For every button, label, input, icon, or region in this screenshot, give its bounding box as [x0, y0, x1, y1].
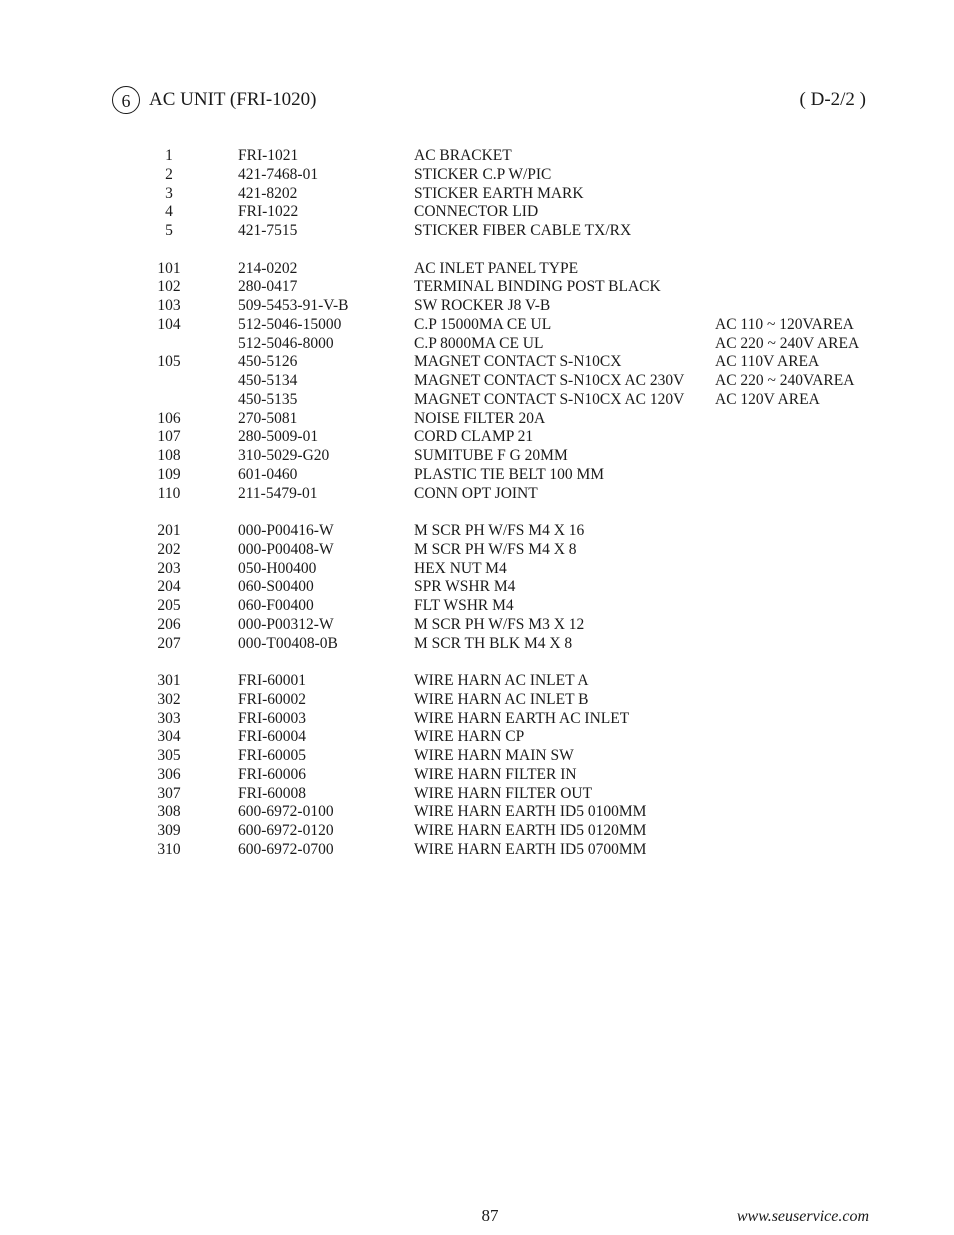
part-description: CONNECTOR LID	[414, 203, 539, 221]
part-description: M SCR PH W/FS M3 X 12	[414, 615, 585, 633]
item-number: 310	[157, 840, 181, 858]
page-reference: ( D-2/2 )	[799, 89, 866, 110]
parts-row	[0, 353, 954, 372]
part-number: FRI-1021	[238, 147, 299, 164]
parts-row	[0, 260, 954, 279]
item-number: 206	[157, 615, 181, 633]
parts-row	[0, 672, 954, 691]
item-number: 201	[157, 522, 181, 539]
parts-row	[0, 691, 954, 710]
parts-row	[0, 728, 954, 747]
item-number: 204	[157, 578, 181, 596]
part-description: WIRE HARN CP	[414, 728, 525, 746]
part-description: AC INLET PANEL TYPE	[414, 259, 579, 277]
section-title: AC UNIT (FRI-1020)	[149, 89, 317, 110]
parts-row	[0, 278, 954, 297]
parts-row	[0, 766, 954, 785]
item-number: 101	[157, 259, 181, 277]
part-description: WIRE HARN FILTER IN	[414, 765, 577, 783]
item-number: 303	[157, 709, 181, 727]
item-number: 107	[157, 428, 181, 446]
part-description: WIRE HARN EARTH ID5 0700MM	[414, 840, 647, 858]
part-number: 600-6972-0700	[238, 840, 334, 858]
parts-row	[0, 185, 954, 204]
item-number: 305	[157, 747, 181, 764]
part-description: MAGNET CONTACT S-N10CX AC 120V	[414, 390, 685, 408]
parts-row	[0, 616, 954, 635]
part-number: FRI-60008	[238, 784, 307, 802]
part-number: 450-5135	[238, 390, 298, 408]
item-number: 1	[165, 147, 173, 164]
item-number: 106	[157, 409, 181, 427]
part-number: 450-5134	[238, 372, 298, 389]
item-number: 207	[157, 634, 181, 652]
parts-row	[0, 822, 954, 841]
part-number: 060-F00400	[238, 597, 314, 614]
parts-row	[0, 785, 954, 804]
area-note: AC 120V AREA	[715, 390, 820, 408]
part-number: 509-5453-91-V-B	[238, 297, 349, 314]
parts-row	[0, 635, 954, 654]
part-number: 310-5029-G20	[238, 447, 330, 464]
part-description: WIRE HARN EARTH AC INLET	[414, 709, 630, 727]
item-number: 3	[165, 184, 173, 202]
parts-row	[0, 410, 954, 429]
part-description: CONN OPT JOINT	[414, 484, 538, 502]
section-header	[112, 86, 866, 116]
part-number: 000-P00312-W	[238, 615, 334, 633]
part-description: C.P 15000MA CE UL	[414, 315, 552, 333]
area-note: AC 110V AREA	[715, 353, 820, 371]
parts-row	[0, 578, 954, 597]
part-number: FRI-60001	[238, 672, 307, 689]
footer-url: www.seuservice.com	[736, 1208, 869, 1225]
item-number: 304	[157, 728, 181, 746]
parts-row	[0, 428, 954, 447]
area-note: AC 220 ~ 240V AREA	[715, 334, 860, 352]
part-description: AC BRACKET	[414, 147, 512, 164]
part-description: TERMINAL BINDING POST BLACK	[414, 278, 661, 296]
item-number: 4	[165, 203, 173, 221]
parts-row	[0, 841, 954, 860]
part-number: 211-5479-01	[238, 484, 318, 502]
parts-row	[0, 466, 954, 485]
item-number: 301	[157, 672, 181, 689]
item-number: 2	[165, 165, 173, 183]
parts-list	[0, 147, 954, 860]
item-number: 109	[157, 465, 181, 483]
part-description: CORD CLAMP 21	[414, 428, 534, 446]
part-number: 000-T00408-0B	[238, 634, 338, 652]
part-description: WIRE HARN MAIN SW	[414, 747, 574, 764]
part-description: NOISE FILTER 20A	[414, 409, 546, 427]
item-number: 306	[157, 765, 181, 783]
part-number: 280-5009-01	[238, 428, 319, 446]
item-number: 203	[157, 559, 181, 577]
part-description: WIRE HARN FILTER OUT	[414, 784, 593, 802]
part-description: M SCR TH BLK M4 X 8	[414, 634, 573, 652]
parts-row	[0, 203, 954, 222]
item-number: 110	[157, 484, 181, 502]
item-number: 105	[157, 353, 181, 371]
part-number: FRI-60003	[238, 709, 307, 727]
part-number: 601-0460	[238, 465, 298, 483]
part-number: 421-7468-01	[238, 165, 319, 183]
parts-row	[0, 222, 954, 241]
part-number: 000-P00416-W	[238, 522, 334, 539]
part-number: FRI-60004	[238, 728, 307, 746]
parts-row	[0, 560, 954, 579]
part-number: FRI-60006	[238, 765, 307, 783]
parts-row	[0, 541, 954, 560]
area-note: AC 220 ~ 240VAREA	[715, 372, 855, 389]
area-note: AC 110 ~ 120VAREA	[715, 315, 854, 333]
item-number: 103	[157, 297, 181, 314]
part-number: 450-5126	[238, 353, 298, 371]
item-number: 202	[157, 540, 181, 558]
part-number: 060-S00400	[238, 578, 314, 596]
part-description: M SCR PH W/FS M4 X 16	[414, 522, 585, 539]
part-description: MAGNET CONTACT S-N10CX	[414, 353, 622, 371]
item-number: 309	[157, 822, 181, 839]
parts-row	[0, 166, 954, 185]
part-number: 600-6972-0100	[238, 803, 334, 821]
part-description: PLASTIC TIE BELT 100 MM	[414, 465, 605, 483]
part-description: FLT WSHR M4	[414, 597, 514, 614]
section-number-badge: 6	[112, 86, 140, 114]
item-number: 104	[157, 315, 181, 333]
item-number: 102	[157, 278, 181, 296]
part-number: FRI-1022	[238, 203, 299, 221]
parts-row	[0, 803, 954, 822]
part-number: 000-P00408-W	[238, 540, 334, 558]
part-number: FRI-60005	[238, 747, 307, 764]
part-description: SPR WSHR M4	[414, 578, 516, 596]
item-number: 308	[157, 803, 181, 821]
part-description: SUMITUBE F G 20MM	[414, 447, 568, 464]
part-description: STICKER FIBER CABLE TX/RX	[414, 222, 632, 239]
part-description: WIRE HARN AC INLET B	[414, 690, 589, 708]
part-number: 512-5046-15000	[238, 315, 342, 333]
parts-row	[0, 316, 954, 335]
part-description: HEX NUT M4	[414, 559, 507, 577]
parts-row	[0, 297, 954, 316]
part-number: 421-7515	[238, 222, 298, 239]
item-number: 307	[157, 784, 181, 802]
part-number: FRI-60002	[238, 690, 307, 708]
parts-row	[0, 447, 954, 466]
part-description: STICKER EARTH MARK	[414, 184, 584, 202]
part-description: WIRE HARN EARTH ID5 0120MM	[414, 822, 647, 839]
parts-row	[0, 485, 954, 504]
part-description: C.P 8000MA CE UL	[414, 334, 544, 352]
part-description: SW ROCKER J8 V-B	[414, 297, 551, 314]
item-number: 108	[157, 447, 181, 464]
part-description: WIRE HARN EARTH ID5 0100MM	[414, 803, 647, 821]
part-number: 214-0202	[238, 259, 298, 277]
part-description: MAGNET CONTACT S-N10CX AC 230V	[414, 372, 685, 389]
part-number: 280-0417	[238, 278, 298, 296]
parts-row	[0, 522, 954, 541]
item-number: 205	[157, 597, 181, 614]
part-number: 512-5046-8000	[238, 334, 334, 352]
part-number: 421-8202	[238, 184, 298, 202]
parts-row	[0, 335, 954, 354]
page-number: 87	[481, 1206, 499, 1225]
part-number: 270-5081	[238, 409, 298, 427]
item-number: 302	[157, 690, 181, 708]
parts-row	[0, 391, 954, 410]
parts-row	[0, 747, 954, 766]
item-number: 5	[165, 222, 173, 239]
part-description: M SCR PH W/FS M4 X 8	[414, 540, 577, 558]
part-description: WIRE HARN AC INLET A	[414, 672, 589, 689]
parts-row	[0, 597, 954, 616]
part-number: 600-6972-0120	[238, 822, 334, 839]
parts-row	[0, 372, 954, 391]
parts-row	[0, 147, 954, 166]
parts-row	[0, 710, 954, 729]
part-number: 050-H00400	[238, 559, 317, 577]
part-description: STICKER C.P W/PIC	[414, 165, 552, 183]
